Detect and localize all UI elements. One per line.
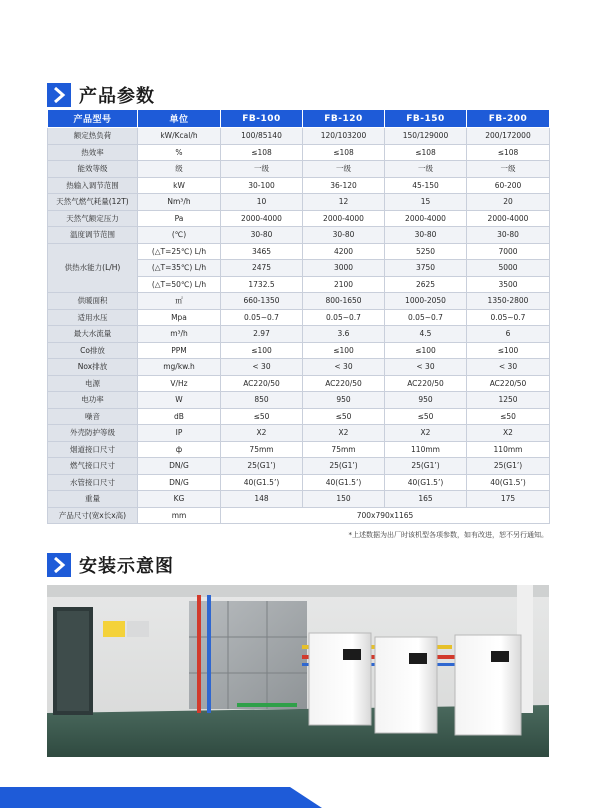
row-value: ≤50 [221,408,303,425]
row-label: 热输入调节范围 [48,177,138,194]
row-value: 150 [303,491,385,508]
row-value: 1250 [467,392,550,409]
row-value: 2000-4000 [467,210,550,227]
row-value: X2 [467,425,550,442]
row-value: 40(G1.5’) [385,474,467,491]
table-row [48,359,550,376]
row-value: < 30 [303,359,385,376]
row-value: 0.05~0.7 [303,309,385,326]
row-value: < 30 [385,359,467,376]
row-unit: kW [138,177,221,194]
footer-strip [0,781,596,808]
row-value: 3000 [303,260,385,277]
row-label: 重量 [48,491,138,508]
spec-table [47,109,550,524]
row-label: 适用水压 [48,309,138,326]
row-value: 2625 [385,276,467,293]
table-row [48,293,550,310]
row-unit: (△T=35℃) L/h [138,260,221,277]
row-value: 30-80 [303,227,385,244]
row-label: 外壳防护等级 [48,425,138,442]
row-label: Nox排放 [48,359,138,376]
row-value: 75mm [303,441,385,458]
row-label: 电功率 [48,392,138,409]
row-unit: mm [138,507,221,524]
row-value: 1350-2800 [467,293,550,310]
table-body [48,128,550,524]
row-value: X2 [385,425,467,442]
table-row [48,474,550,491]
row-value: AC220/50 [467,375,550,392]
row-unit: KG [138,491,221,508]
row-value: AC220/50 [303,375,385,392]
row-value: 4.5 [385,326,467,343]
row-value: 3750 [385,260,467,277]
row-value: 45-150 [385,177,467,194]
row-label: 能效等级 [48,161,138,178]
row-value: 0.05~0.7 [385,309,467,326]
footnote: *上述数据为出厂时该机型各项参数，如有改进，恕不另行通知。 [348,531,548,539]
row-value: ≤100 [385,342,467,359]
row-unit: DN/G [138,474,221,491]
row-value: 30-80 [385,227,467,244]
row-value: 10 [221,194,303,211]
row-value: 850 [221,392,303,409]
row-value: 3500 [467,276,550,293]
row-label: 燃气接口尺寸 [48,458,138,475]
table-row [48,227,550,244]
row-unit: Nm³/h [138,194,221,211]
row-label: 供热水能力(L/H) [48,243,138,293]
row-value: < 30 [467,359,550,376]
header-unit: 单位 [138,110,221,128]
section-heading-params [47,82,155,108]
table-row [48,326,550,343]
row-value: 12 [303,194,385,211]
row-value: 1732.5 [221,276,303,293]
row-value: ≤50 [303,408,385,425]
row-value: 3.6 [303,326,385,343]
table-row [48,177,550,194]
row-value: 75mm [221,441,303,458]
table-row [48,375,550,392]
row-value: 40(G1.5’) [467,474,550,491]
row-value: ≤50 [385,408,467,425]
row-value: 一级 [221,161,303,178]
row-value: 200/172000 [467,128,550,145]
row-value: 25(G1’) [303,458,385,475]
row-value: 2000-4000 [385,210,467,227]
row-label: 水管接口尺寸 [48,474,138,491]
row-label: Co排放 [48,342,138,359]
row-value: 2000-4000 [303,210,385,227]
section-title-install: 安装示意图 [79,556,174,577]
table-row [48,392,550,409]
row-unit: dB [138,408,221,425]
section-heading-install [47,552,174,578]
table-row [48,342,550,359]
row-value: 1000-2050 [385,293,467,310]
row-unit: % [138,144,221,161]
header-model: 产品型号 [48,110,138,128]
row-value: 148 [221,491,303,508]
row-label: 烟道接口尺寸 [48,441,138,458]
table-row [48,144,550,161]
row-label: 最大水流量 [48,326,138,343]
row-value: 40(G1.5’) [221,474,303,491]
row-value: AC220/50 [221,375,303,392]
row-value: 36-120 [303,177,385,194]
row-value: 20 [467,194,550,211]
row-value: 2.97 [221,326,303,343]
table-header-row [48,110,550,128]
row-value: 40(G1.5’) [303,474,385,491]
row-label: 天然气额定压力 [48,210,138,227]
row-value: X2 [221,425,303,442]
row-label: 噪音 [48,408,138,425]
row-value: ≤100 [221,342,303,359]
section-title-params: 产品参数 [79,86,155,107]
row-value: 165 [385,491,467,508]
row-value: 一级 [303,161,385,178]
row-value: 2100 [303,276,385,293]
row-value: AC220/50 [385,375,467,392]
row-unit: m³/h [138,326,221,343]
row-unit: V/Hz [138,375,221,392]
row-value: 15 [385,194,467,211]
row-value: 25(G1’) [467,458,550,475]
table-row [48,458,550,475]
row-unit: (△T=25℃) L/h [138,243,221,260]
row-label: 热效率 [48,144,138,161]
row-label: 额定热负荷 [48,128,138,145]
row-value: ≤100 [303,342,385,359]
table-row [48,128,550,145]
table-row [48,210,550,227]
row-unit: mg/kw.h [138,359,221,376]
row-unit: 级 [138,161,221,178]
row-value: 2000-4000 [221,210,303,227]
row-value: 7000 [467,243,550,260]
row-label: 温度调节范围 [48,227,138,244]
chevron-right-icon [47,553,71,577]
header-fb120: FB-120 [303,110,385,128]
header-fb150: FB-150 [385,110,467,128]
row-value-merged: 700x790x1165 [221,507,550,524]
row-value: 950 [385,392,467,409]
row-value: 5000 [467,260,550,277]
row-unit: Mpa [138,309,221,326]
row-value: 100/85140 [221,128,303,145]
table-row [48,161,550,178]
row-value: 660-1350 [221,293,303,310]
row-value: ≤108 [221,144,303,161]
row-unit: (℃) [138,227,221,244]
row-value: ≤108 [303,144,385,161]
row-unit: W [138,392,221,409]
row-value: ≤108 [385,144,467,161]
row-unit: kW/Kcal/h [138,128,221,145]
row-value: 30-80 [221,227,303,244]
row-value: 950 [303,392,385,409]
table-row [48,408,550,425]
table-row [48,441,550,458]
row-value: 5250 [385,243,467,260]
row-value: 一级 [385,161,467,178]
table-row [48,491,550,508]
row-value: 2475 [221,260,303,277]
row-value: 60-200 [467,177,550,194]
installation-photo [47,585,549,757]
row-value: 800-1650 [303,293,385,310]
row-unit: IP [138,425,221,442]
row-label: 电源 [48,375,138,392]
row-value: 30-100 [221,177,303,194]
row-value: 30-80 [467,227,550,244]
row-value: 0.05~0.7 [221,309,303,326]
row-unit: ㎡ [138,293,221,310]
row-value: 150/129000 [385,128,467,145]
row-unit: ф [138,441,221,458]
table-row [48,309,550,326]
row-value: 120/103200 [303,128,385,145]
header-fb200: FB-200 [467,110,550,128]
row-label: 产品尺寸(宽x长x高) [48,507,138,524]
chevron-right-icon [47,83,71,107]
row-value: 110mm [385,441,467,458]
row-value: 0.05~0.7 [467,309,550,326]
row-unit: PPM [138,342,221,359]
row-value: 3465 [221,243,303,260]
table-row [48,425,550,442]
table-row [48,194,550,211]
row-value: 一级 [467,161,550,178]
row-value: 25(G1’) [221,458,303,475]
row-label: 供暖面积 [48,293,138,310]
row-label: 天然气燃气耗量(12T) [48,194,138,211]
table-row-dimensions [48,507,550,524]
row-value: ≤108 [467,144,550,161]
row-value: 175 [467,491,550,508]
row-unit: Pa [138,210,221,227]
table-row [48,243,550,260]
row-value: ≤100 [467,342,550,359]
row-unit: DN/G [138,458,221,475]
row-value: ≤50 [467,408,550,425]
row-value: < 30 [221,359,303,376]
row-value: 110mm [467,441,550,458]
row-value: 25(G1’) [385,458,467,475]
header-fb100: FB-100 [221,110,303,128]
row-value: X2 [303,425,385,442]
row-value: 4200 [303,243,385,260]
row-unit: (△T=50℃) L/h [138,276,221,293]
row-value: 6 [467,326,550,343]
